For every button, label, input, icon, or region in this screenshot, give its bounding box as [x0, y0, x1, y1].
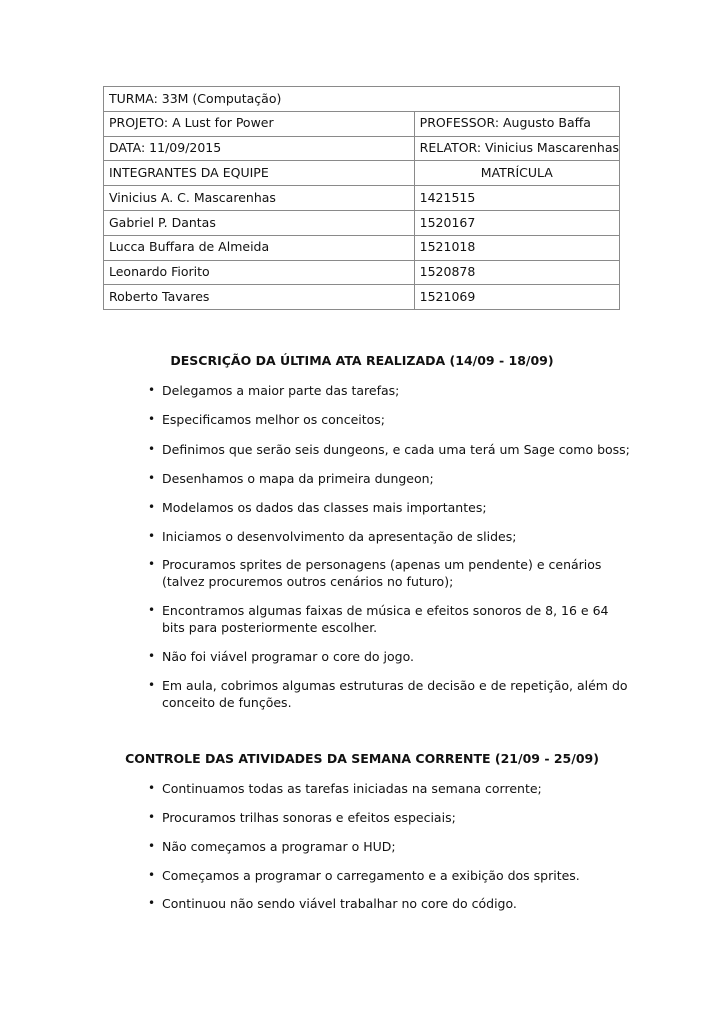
- bullet-icon: •: [148, 868, 156, 882]
- list-item: [148, 470, 434, 487]
- list-item-text: Modelamos os dados das classes mais importantes;: [162, 500, 487, 515]
- bullet-icon: •: [148, 810, 156, 824]
- matricula-header: MATRÍCULA: [414, 161, 619, 186]
- list-item-text: Especificamos melhor os conceitos;: [162, 412, 386, 427]
- professor-cell: PROFESSOR: Augusto Baffa: [414, 111, 619, 136]
- member-row: [104, 210, 620, 235]
- member-name: Vinicius A. C. Mascarenhas: [104, 186, 415, 211]
- list-item-text: Começamos a programar o carregamento e a exibição dos sprites.: [162, 868, 580, 883]
- list-item: [148, 838, 396, 855]
- list-item: [148, 809, 456, 826]
- list-item-text: Continuamos todas as tarefas iniciadas na semana corrente;: [162, 781, 542, 796]
- member-name: Roberto Tavares: [104, 285, 415, 310]
- list-item: [148, 780, 542, 797]
- list-item-text: Procuramos sprites de personagens (apenas um pendente) e cenários (talvez procuremos outros cenários no futuro);: [162, 557, 602, 589]
- bullet-icon: •: [148, 896, 156, 910]
- list-item: [148, 528, 517, 545]
- list-item: [148, 895, 517, 912]
- member-row: [104, 260, 620, 285]
- member-row: [104, 186, 620, 211]
- section-title-last-minutes: DESCRIÇÃO DA ÚLTIMA ATA REALIZADA (14/09 - 18/09): [170, 353, 554, 368]
- list-item-text: Em aula, cobrimos algumas estruturas de decisão e de repetição, além do conceito de funções.: [162, 678, 628, 710]
- bullet-icon: •: [148, 557, 156, 571]
- member-id: 1521069: [414, 285, 619, 310]
- list-item-text: Não foi viável programar o core do jogo.: [162, 649, 415, 664]
- section-title-current-week: CONTROLE DAS ATIVIDADES DA SEMANA CORRENTE (21/09 - 25/09): [125, 751, 599, 766]
- table-row: [104, 87, 620, 112]
- member-id: 1520167: [414, 210, 619, 235]
- bullet-icon: •: [148, 781, 156, 795]
- bullet-icon: •: [148, 529, 156, 543]
- list-item: [148, 867, 580, 884]
- data-cell: DATA: 11/09/2015: [104, 136, 415, 161]
- bullet-icon: •: [148, 603, 156, 617]
- bullet-icon: •: [148, 442, 156, 456]
- bullet-icon: •: [148, 471, 156, 485]
- list-item: [148, 602, 632, 636]
- list-item-text: Encontramos algumas faixas de música e efeitos sonoros de 8, 16 e 64 bits para posteriormente escolher.: [162, 603, 609, 635]
- list-item: [148, 556, 632, 590]
- bullet-icon: •: [148, 839, 156, 853]
- integrantes-header: INTEGRANTES DA EQUIPE: [104, 161, 415, 186]
- list-item-text: Delegamos a maior parte das tarefas;: [162, 383, 400, 398]
- member-name: Gabriel P. Dantas: [104, 210, 415, 235]
- member-row: [104, 235, 620, 260]
- list-item: [148, 677, 632, 711]
- list-item: [148, 411, 386, 428]
- member-row: [104, 285, 620, 310]
- list-item-text: Não começamos a programar o HUD;: [162, 839, 396, 854]
- bullet-icon: •: [148, 500, 156, 514]
- table-header-row: [104, 161, 620, 186]
- list-item-text: Definimos que serão seis dungeons, e cada uma terá um Sage como boss;: [162, 442, 630, 457]
- table-row: [104, 111, 620, 136]
- bullet-icon: •: [148, 649, 156, 663]
- member-name: Lucca Buffara de Almeida: [104, 235, 415, 260]
- list-item-text: Desenhamos o mapa da primeira dungeon;: [162, 471, 434, 486]
- projeto-cell: PROJETO: A Lust for Power: [104, 111, 415, 136]
- table-row: [104, 136, 620, 161]
- bullet-icon: •: [148, 383, 156, 397]
- list-item-text: Procuramos trilhas sonoras e efeitos especiais;: [162, 810, 456, 825]
- member-id: 1520878: [414, 260, 619, 285]
- bullet-icon: •: [148, 678, 156, 692]
- project-info-table: [103, 86, 620, 310]
- list-item-text: Continuou não sendo viável trabalhar no core do código.: [162, 896, 517, 911]
- member-id: 1521018: [414, 235, 619, 260]
- list-item: [148, 382, 400, 399]
- list-item: [148, 648, 415, 665]
- list-item: [148, 441, 630, 458]
- relator-cell: RELATOR: Vinicius Mascarenhas: [414, 136, 619, 161]
- member-name: Leonardo Fiorito: [104, 260, 415, 285]
- list-item-text: Iniciamos o desenvolvimento da apresentação de slides;: [162, 529, 517, 544]
- bullet-icon: •: [148, 412, 156, 426]
- list-item: [148, 499, 487, 516]
- turma-cell: TURMA: 33M (Computação): [104, 87, 620, 112]
- member-id: 1421515: [414, 186, 619, 211]
